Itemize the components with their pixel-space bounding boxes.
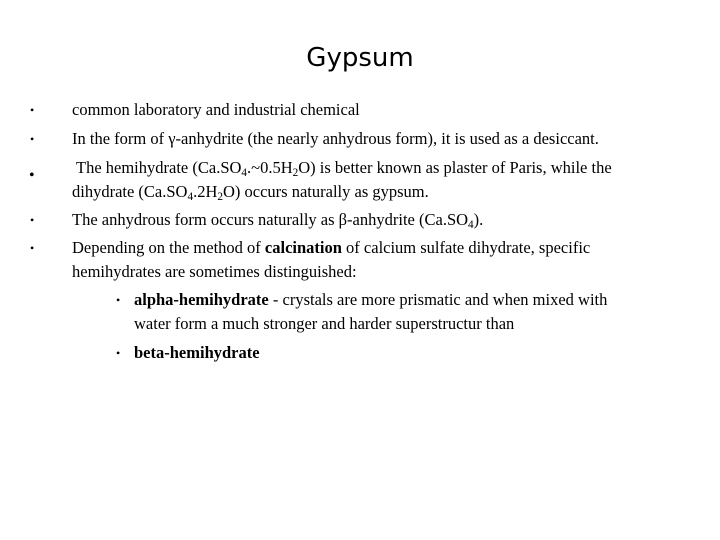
- alpha-hemihydrate-term: alpha-hemihydrate: [134, 290, 269, 309]
- beta-hemihydrate-term: beta-hemihydrate: [134, 343, 260, 362]
- bullet-text-line1: The hemihydrate $(Ca.SO_4.\sim 0.5H_2O)$ is better known as plaster of Paris, while the: [76, 158, 612, 180]
- bullet-text: common laboratory and industrial chemical: [72, 100, 360, 119]
- calcination-term: calcination: [264, 238, 342, 257]
- bullet-marker: •: [29, 167, 35, 184]
- bullet-text-line2: dihydrate $(Ca.SO_4.2H_2O)$ occurs naturally as gypsum.: [72, 182, 429, 204]
- bullet-marker: •: [30, 241, 35, 255]
- sub-bullet-text-line1: alpha-hemihydrate - crystals are more prismatic and when mixed with: [134, 290, 608, 309]
- slide-title: Gypsum: [306, 43, 414, 73]
- bullet-text-line1: Depending on the method of calcination of calcium sulfate dihydrate, specific: [72, 238, 591, 257]
- bullet-text-line2: hemihydrates are sometimes distinguished:: [72, 262, 357, 281]
- sub-bullet-marker: •: [116, 293, 121, 307]
- sub-bullet-text-line2: water form a much stronger and harder superstructur than: [134, 314, 515, 333]
- bullet-marker: •: [30, 132, 35, 146]
- bullet-text: In the form of γ-anhydrite (the nearly anhydrous form), it is used as a desiccant.: [72, 129, 599, 148]
- bullet-text: The anhydrous form occurs naturally as β-anhydrite $(Ca.SO_4)$.: [72, 210, 484, 232]
- sub-bullet-text: [134, 341, 260, 365]
- sub-bullet-marker: •: [116, 346, 121, 360]
- bullet-marker: •: [30, 213, 35, 227]
- bullet-marker: •: [30, 103, 35, 117]
